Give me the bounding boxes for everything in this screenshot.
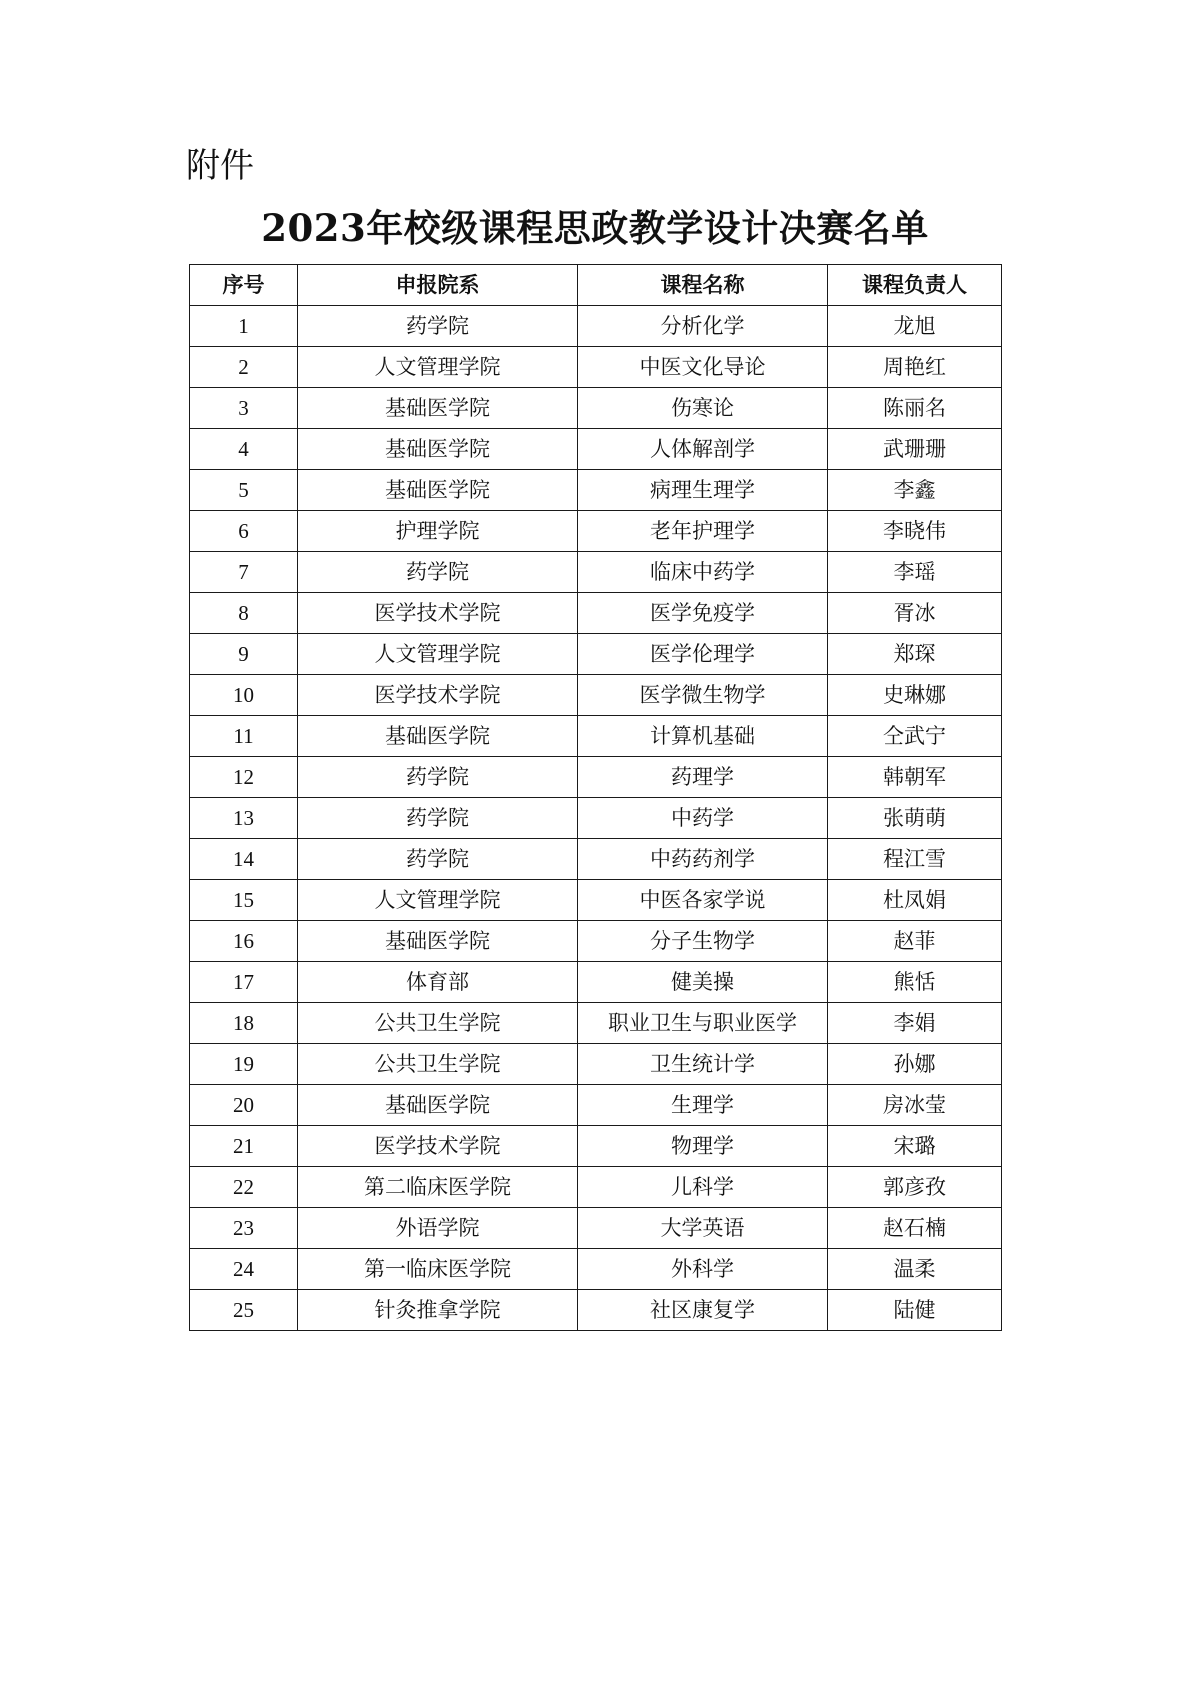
cell-course-lead: 郑琛 (828, 634, 1002, 675)
cell-course-lead: 周艳红 (828, 347, 1002, 388)
cell-course-lead: 李晓伟 (828, 511, 1002, 552)
cell-course-lead: 温柔 (828, 1249, 1002, 1290)
table-row (190, 593, 1002, 634)
cell-course-name: 人体解剖学 (578, 429, 828, 470)
cell-serial-number: 11 (190, 716, 298, 757)
cell-course-lead: 杜凤娟 (828, 880, 1002, 921)
cell-department: 护理学院 (298, 511, 578, 552)
cell-course-lead: 陈丽名 (828, 388, 1002, 429)
cell-course-name: 中医各家学说 (578, 880, 828, 921)
cell-course-name: 药理学 (578, 757, 828, 798)
table-row (190, 1044, 1002, 1085)
table-header-row (190, 265, 1002, 306)
table-row (190, 962, 1002, 1003)
cell-department: 第二临床医学院 (298, 1167, 578, 1208)
cell-serial-number: 3 (190, 388, 298, 429)
header-course-name: 课程名称 (578, 265, 828, 306)
cell-course-name: 健美操 (578, 962, 828, 1003)
table-row (190, 511, 1002, 552)
table-row (190, 1003, 1002, 1044)
cell-serial-number: 7 (190, 552, 298, 593)
cell-department: 公共卫生学院 (298, 1003, 578, 1044)
cell-course-name: 分子生物学 (578, 921, 828, 962)
cell-course-name: 中药学 (578, 798, 828, 839)
cell-course-lead: 张萌萌 (828, 798, 1002, 839)
cell-course-name: 社区康复学 (578, 1290, 828, 1331)
header-serial-number: 序号 (190, 265, 298, 306)
cell-serial-number: 24 (190, 1249, 298, 1290)
cell-department: 药学院 (298, 306, 578, 347)
cell-department: 外语学院 (298, 1208, 578, 1249)
cell-serial-number: 16 (190, 921, 298, 962)
table-row (190, 1167, 1002, 1208)
cell-course-name: 卫生统计学 (578, 1044, 828, 1085)
cell-course-name: 职业卫生与职业医学 (578, 1003, 828, 1044)
table-row (190, 757, 1002, 798)
cell-department: 人文管理学院 (298, 347, 578, 388)
cell-course-lead: 宋璐 (828, 1126, 1002, 1167)
cell-course-name: 老年护理学 (578, 511, 828, 552)
cell-course-lead: 仝武宁 (828, 716, 1002, 757)
table-row (190, 1208, 1002, 1249)
cell-department: 基础医学院 (298, 429, 578, 470)
cell-department: 基础医学院 (298, 470, 578, 511)
table-row (190, 1126, 1002, 1167)
cell-serial-number: 19 (190, 1044, 298, 1085)
cell-department: 药学院 (298, 757, 578, 798)
finalist-table (189, 264, 1002, 1331)
cell-department: 基础医学院 (298, 388, 578, 429)
cell-serial-number: 5 (190, 470, 298, 511)
cell-serial-number: 8 (190, 593, 298, 634)
cell-serial-number: 6 (190, 511, 298, 552)
cell-course-name: 医学伦理学 (578, 634, 828, 675)
cell-serial-number: 17 (190, 962, 298, 1003)
table-row (190, 347, 1002, 388)
table-row (190, 716, 1002, 757)
cell-department: 体育部 (298, 962, 578, 1003)
table-row (190, 1085, 1002, 1126)
cell-course-name: 物理学 (578, 1126, 828, 1167)
cell-department: 人文管理学院 (298, 634, 578, 675)
cell-serial-number: 21 (190, 1126, 298, 1167)
header-department: 申报院系 (298, 265, 578, 306)
cell-course-name: 临床中药学 (578, 552, 828, 593)
attachment-label: 附件 (186, 146, 254, 186)
table-row (190, 306, 1002, 347)
cell-course-lead: 房冰莹 (828, 1085, 1002, 1126)
table-row (190, 839, 1002, 880)
cell-course-lead: 韩朝军 (828, 757, 1002, 798)
cell-course-lead: 郭彦孜 (828, 1167, 1002, 1208)
cell-department: 医学技术学院 (298, 593, 578, 634)
cell-serial-number: 15 (190, 880, 298, 921)
document-title: 2023年校级课程思政教学设计决赛名单 (261, 206, 929, 250)
cell-serial-number: 10 (190, 675, 298, 716)
table-body (190, 306, 1002, 1331)
cell-course-name: 医学免疫学 (578, 593, 828, 634)
cell-course-lead: 武珊珊 (828, 429, 1002, 470)
cell-department: 基础医学院 (298, 716, 578, 757)
cell-serial-number: 1 (190, 306, 298, 347)
cell-serial-number: 12 (190, 757, 298, 798)
cell-department: 基础医学院 (298, 1085, 578, 1126)
cell-department: 人文管理学院 (298, 880, 578, 921)
cell-course-name: 大学英语 (578, 1208, 828, 1249)
cell-serial-number: 25 (190, 1290, 298, 1331)
cell-course-lead: 胥冰 (828, 593, 1002, 634)
cell-course-lead: 陆健 (828, 1290, 1002, 1331)
cell-department: 药学院 (298, 552, 578, 593)
cell-serial-number: 22 (190, 1167, 298, 1208)
cell-course-name: 病理生理学 (578, 470, 828, 511)
cell-department: 基础医学院 (298, 921, 578, 962)
cell-course-name: 伤寒论 (578, 388, 828, 429)
cell-course-lead: 李瑶 (828, 552, 1002, 593)
cell-course-name: 医学微生物学 (578, 675, 828, 716)
cell-department: 第一临床医学院 (298, 1249, 578, 1290)
cell-course-lead: 赵石楠 (828, 1208, 1002, 1249)
table-row (190, 429, 1002, 470)
table-row (190, 1290, 1002, 1331)
cell-course-lead: 龙旭 (828, 306, 1002, 347)
cell-department: 药学院 (298, 798, 578, 839)
cell-course-lead: 熊恬 (828, 962, 1002, 1003)
table-row (190, 552, 1002, 593)
cell-course-name: 生理学 (578, 1085, 828, 1126)
cell-serial-number: 14 (190, 839, 298, 880)
cell-serial-number: 18 (190, 1003, 298, 1044)
cell-serial-number: 2 (190, 347, 298, 388)
cell-serial-number: 20 (190, 1085, 298, 1126)
cell-serial-number: 9 (190, 634, 298, 675)
cell-course-lead: 李娟 (828, 1003, 1002, 1044)
table-row (190, 470, 1002, 511)
cell-course-name: 计算机基础 (578, 716, 828, 757)
cell-course-name: 儿科学 (578, 1167, 828, 1208)
table-row (190, 388, 1002, 429)
cell-serial-number: 13 (190, 798, 298, 839)
cell-department: 医学技术学院 (298, 1126, 578, 1167)
cell-department: 药学院 (298, 839, 578, 880)
cell-course-lead: 程江雪 (828, 839, 1002, 880)
cell-course-name: 外科学 (578, 1249, 828, 1290)
cell-department: 医学技术学院 (298, 675, 578, 716)
cell-course-lead: 史琳娜 (828, 675, 1002, 716)
cell-course-name: 中医文化导论 (578, 347, 828, 388)
cell-course-lead: 李鑫 (828, 470, 1002, 511)
header-course-lead: 课程负责人 (828, 265, 1002, 306)
table-row (190, 798, 1002, 839)
cell-course-name: 中药药剂学 (578, 839, 828, 880)
cell-course-lead: 赵菲 (828, 921, 1002, 962)
table-row (190, 634, 1002, 675)
cell-course-name: 分析化学 (578, 306, 828, 347)
cell-department: 针灸推拿学院 (298, 1290, 578, 1331)
cell-serial-number: 4 (190, 429, 298, 470)
cell-course-lead: 孙娜 (828, 1044, 1002, 1085)
table-row (190, 880, 1002, 921)
table-row (190, 675, 1002, 716)
cell-serial-number: 23 (190, 1208, 298, 1249)
cell-department: 公共卫生学院 (298, 1044, 578, 1085)
table-row (190, 1249, 1002, 1290)
table-row (190, 921, 1002, 962)
